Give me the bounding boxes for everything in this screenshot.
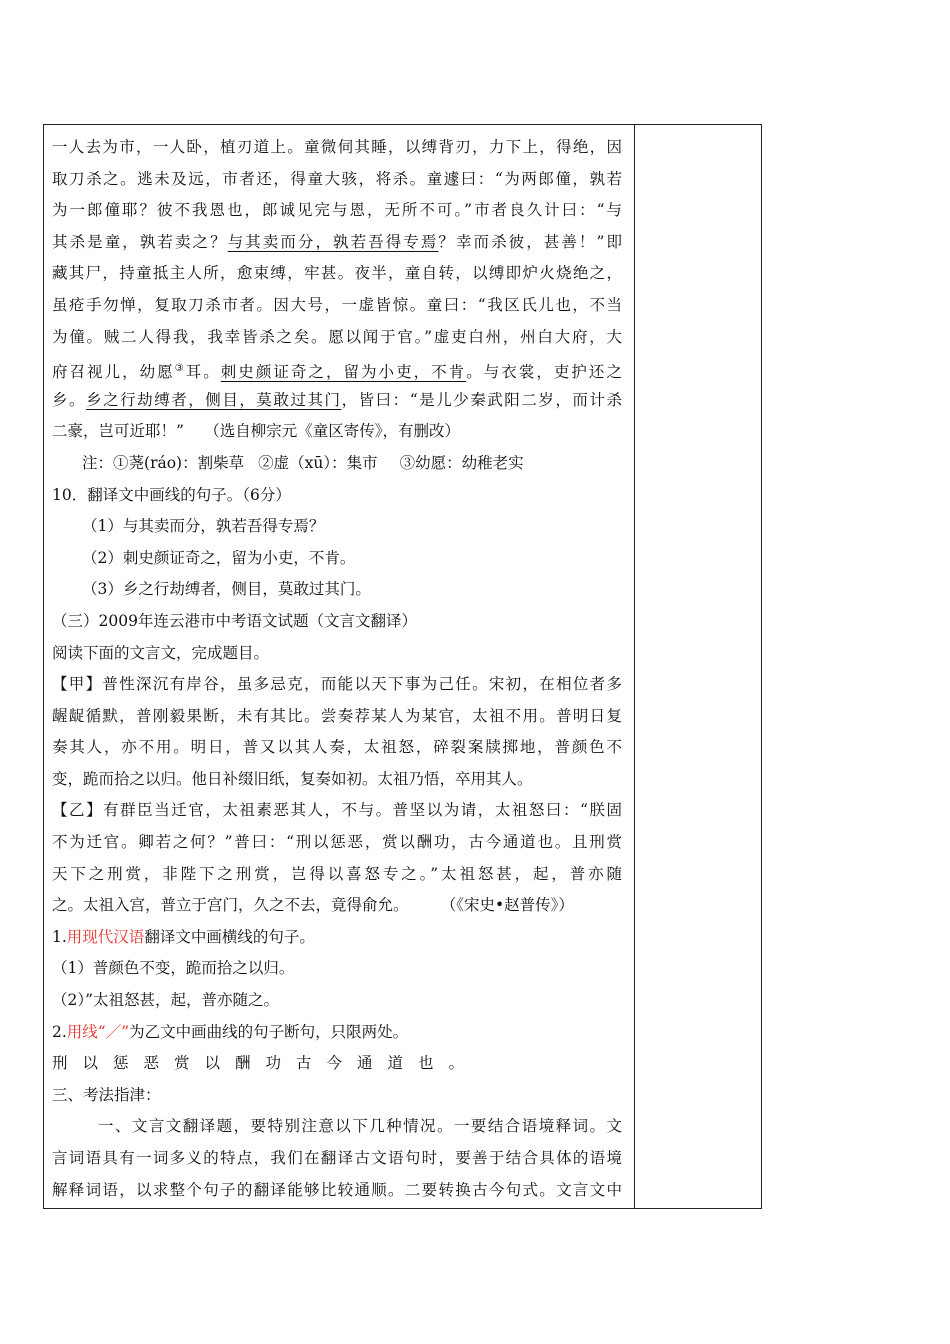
red-emphasis: 用现代汉语 — [66, 927, 145, 946]
red-emphasis: 用线“／” — [66, 1022, 130, 1041]
question-1 — [52, 922, 622, 954]
source-citation: （选自柳宗元《童区寄传》，有删改） — [211, 422, 460, 441]
question-text: 为乙文中画曲线的句子断句，只限两处。 — [129, 1022, 409, 1041]
source-citation: （《宋史•赵普传》） — [448, 896, 574, 915]
question-item: （3）乡之行劫缚者，侧目，莫敢过其门。 — [82, 580, 371, 599]
question-item: （1）与其卖而分，孰若吾得专焉？ — [82, 517, 325, 536]
footnote-item: ③幼愿：幼稚老实 — [399, 453, 524, 472]
punctuation-sentence: 刑以惩恶赏以酬功古今通道也。 — [52, 1054, 480, 1073]
text-line — [52, 385, 622, 417]
text-segment: 之。太祖入宫，普立于宫门，久之不去，竟得俞允。 — [52, 896, 409, 915]
question-2 — [52, 1017, 622, 1049]
text-line: 藏其尸，持童抵主人所，愈束缚，牢甚。夜半，童自转，以缚即炉火烧绝之， — [52, 264, 622, 283]
footnote-item: ②虚（xū）：集市 — [258, 453, 378, 472]
question-number: 2. — [52, 1022, 67, 1041]
text-segment: 其杀是童，孰若卖之？ — [52, 232, 228, 251]
text-segment: ？幸而杀彼，甚善！”即 — [438, 232, 622, 251]
question-item: （1）普颜色不变，跪而拾之以归。 — [52, 959, 295, 978]
text-line: 取刀杀之。逃未及远，市者还，得童大骇，将杀。童遽曰：“为两郎僮，孰若 — [52, 169, 622, 188]
table-frame — [43, 124, 762, 1209]
text-line: 一人去为市，一人卧，植刃道上。童微伺其睡，以缚背刃，力下上，得绝，因 — [52, 138, 622, 156]
text-segment: 耳。 — [185, 363, 221, 382]
text-line: 不为迁官。卿若之何？”普曰：“刑以惩恶，赏以酬功，古今通道也。且刑赏 — [52, 833, 622, 852]
main-text-cell — [52, 132, 622, 1206]
text-line — [52, 227, 622, 259]
footnote-label: 注： — [82, 453, 114, 472]
text-line: 变，跪而拾之以归。他日补缀旧纸，复奏如初。太祖乃悟，卒用其人。 — [52, 769, 533, 788]
text-line: 解释词语，以求整个句子的翻译能够比较通顺。二要转换古今句式。文言文中 — [52, 1180, 622, 1199]
text-line: 【乙】有群臣当迁官，太祖素恶其人，不与。普坚以为请，太祖怒曰：“朕固 — [52, 801, 622, 820]
text-line — [52, 890, 622, 922]
column-divider — [634, 125, 635, 1208]
text-line: 为一郎僮耶？彼不我恩也，郎诚见完与恩，无所不可。”市者良久计曰：“与 — [52, 201, 622, 220]
question-number: 1. — [52, 927, 67, 946]
underlined-sentence: 乡之行劫缚者，侧目，莫敢过其门 — [86, 390, 342, 409]
instruction: 阅读下面的文言文，完成题目。 — [52, 643, 270, 662]
text-line: 一、文言文翻译题，要特别注意以下几种情况。一要结合语境释词。文 — [98, 1117, 622, 1136]
text-line: 虽疮手勿惮，复取刀杀市者。因大号，一虚皆惊。童曰：“我区氏儿也，不当 — [52, 295, 622, 314]
section-heading: 三、考法指津： — [52, 1085, 161, 1104]
text-line — [52, 416, 622, 448]
text-line: 为僮。贼二人得我，我幸皆杀之矣。愿以闻于官。”虚吏白州，州白大府，大 — [52, 327, 622, 346]
footnote-marker: ③ — [174, 363, 186, 375]
underlined-sentence: 与其卖而分，孰若吾得专焉 — [227, 232, 439, 251]
text-line: 【甲】普性深沉有岸谷，虽多忌克，而能以天下事为己任。宋初，在相位者多 — [52, 675, 622, 694]
text-line: 天下之刑赏，非陛下之刑赏，岂得以喜怒专之。”太祖怒甚，起，普亦随 — [52, 864, 622, 883]
text-segment: 府召视儿，幼愿 — [52, 363, 175, 382]
text-segment: 乡。 — [52, 390, 87, 409]
question-title: 10．翻译文中画线的句子。（6分） — [52, 485, 291, 504]
text-segment: ，皆曰：“是儿少秦武阳二岁，而计杀 — [341, 390, 622, 409]
text-segment: 二豪，岂可近耶！” — [52, 422, 184, 441]
question-text: 翻译文中画横线的句子。 — [144, 927, 315, 946]
section-heading: （三）2009年连云港市中考语文试题（文言文翻译） — [52, 611, 417, 630]
text-segment: 。与衣裳，吏护还之 — [466, 363, 622, 382]
text-line: 奏其人，亦不用。明日，普又以其人奏，太祖怒，碎裂案牍掷地，普颜色不 — [52, 738, 622, 757]
footnote-item: ①荛(ráo)：割柴草 — [113, 453, 245, 472]
underlined-sentence: 刺史颜证奇之，留为小吏，不肯 — [220, 363, 467, 382]
text-line: 龌龊循默，普刚毅果断，未有其比。尝奏荐某人为某官，太祖不用。普明日复 — [52, 706, 622, 725]
footnotes — [52, 448, 622, 480]
text-line — [52, 353, 622, 385]
question-item: （2）刺史颜证奇之，留为小吏，不肯。 — [82, 548, 356, 567]
text-line: 言词语具有一词多义的特点，我们在翻译古文语句时，要善于结合具体的语境 — [52, 1149, 622, 1167]
question-item: （2）”太祖怒甚，起，普亦随之。 — [52, 991, 280, 1010]
